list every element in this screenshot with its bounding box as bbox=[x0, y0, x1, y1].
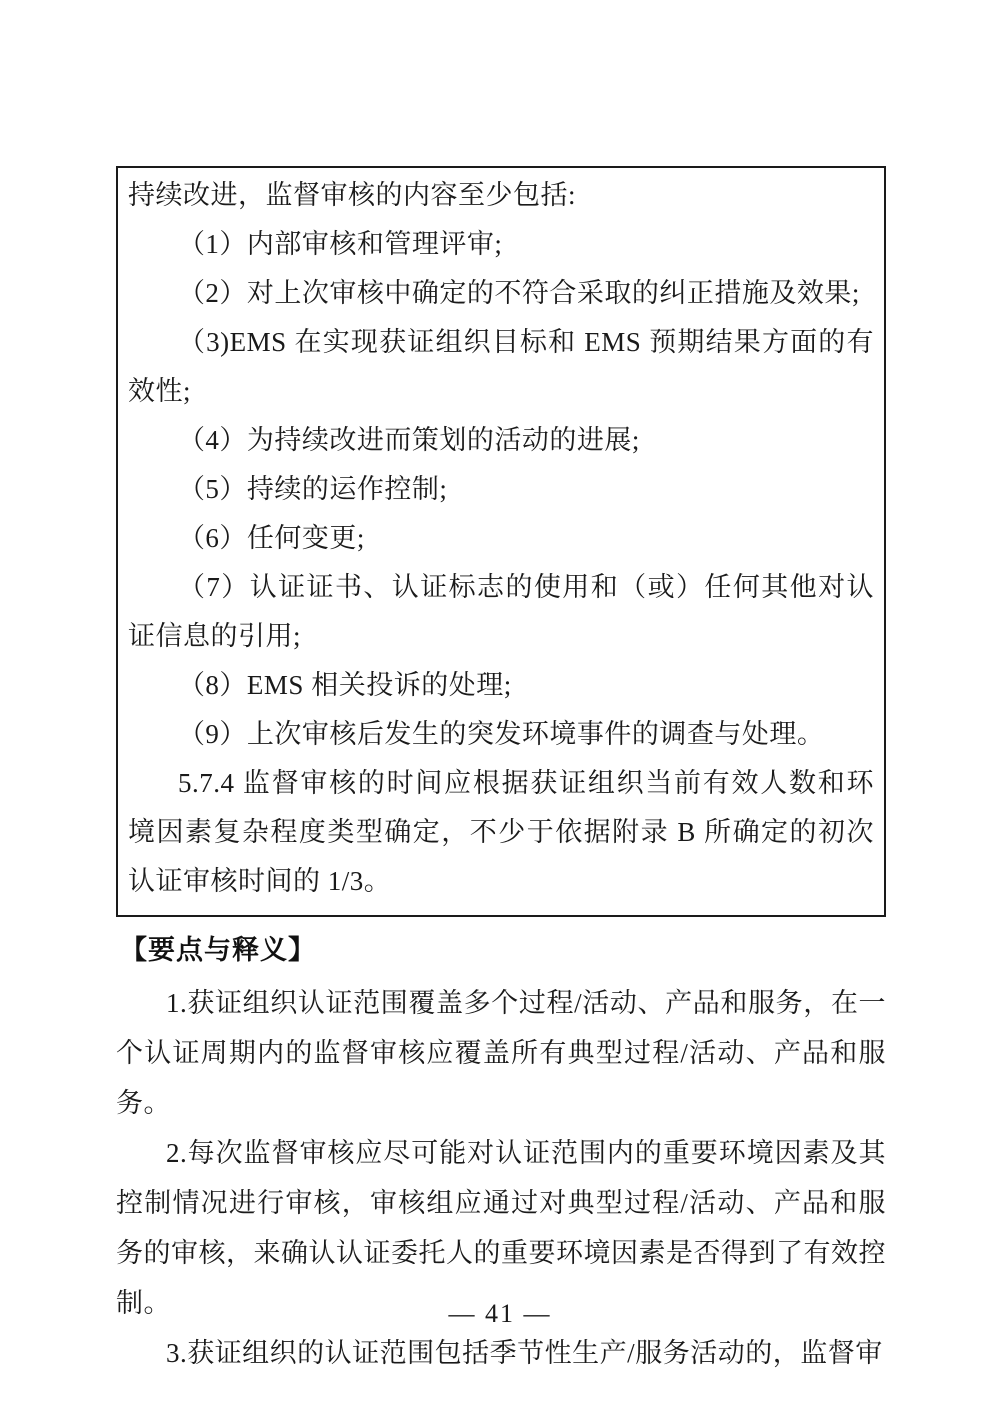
page-number: — 41 — bbox=[448, 1299, 552, 1328]
key-point-3: 3.获证组织的认证范围包括季节性生产/服务活动的，监督审 bbox=[165, 1338, 883, 1368]
clause-intro-line: 持续改进，监督审核的内容至少包括: bbox=[128, 180, 577, 210]
clause-item-8: （8）EMS 相关投诉的处理; bbox=[177, 670, 512, 700]
clause-box bbox=[116, 166, 886, 917]
clause-item-2: （2）对上次审核中确定的不符合采取的纠正措施及效果; bbox=[177, 278, 860, 308]
clause-item-4: （4）为持续改进而策划的活动的进展; bbox=[177, 425, 640, 455]
clause-item-5: （5）持续的运作控制; bbox=[177, 474, 448, 504]
key-point-1: 1.获证组织认证范围覆盖多个过程/活动、产品和服务，在一个认证周期内的监督审核应覆盖所有典型过程/活动、产品和服务。 bbox=[116, 988, 886, 1118]
clause-item-3: （3)EMS 在实现获证组织目标和 EMS 预期结果方面的有效性; bbox=[128, 327, 874, 406]
section-header-key-points: 【要点与释义】 bbox=[120, 935, 316, 965]
clause-574-paragraph: 5.7.4 监督审核的时间应根据获证组织当前有效人数和环境因素复杂程度类型确定，不少于依据附录 B 所确定的初次认证审核时间的 1/3。 bbox=[128, 768, 874, 896]
clause-item-9: （9）上次审核后发生的突发环境事件的调查与处理。 bbox=[177, 719, 825, 749]
clause-item-1: （1）内部审核和管理评审; bbox=[177, 229, 503, 259]
key-point-2: 2.每次监督审核应尽可能对认证范围内的重要环境因素及其控制情况进行审核，审核组应通过对典型过程/活动、产品和服务的审核，来确认认证委托人的重要环境因素是否得到了有效控制。 bbox=[116, 1138, 886, 1318]
content-area bbox=[116, 166, 886, 1378]
clause-item-6: （6）任何变更; bbox=[177, 523, 365, 553]
clause-item-7: （7）认证证书、认证标志的使用和（或）任何其他对认证信息的引用; bbox=[128, 572, 874, 651]
